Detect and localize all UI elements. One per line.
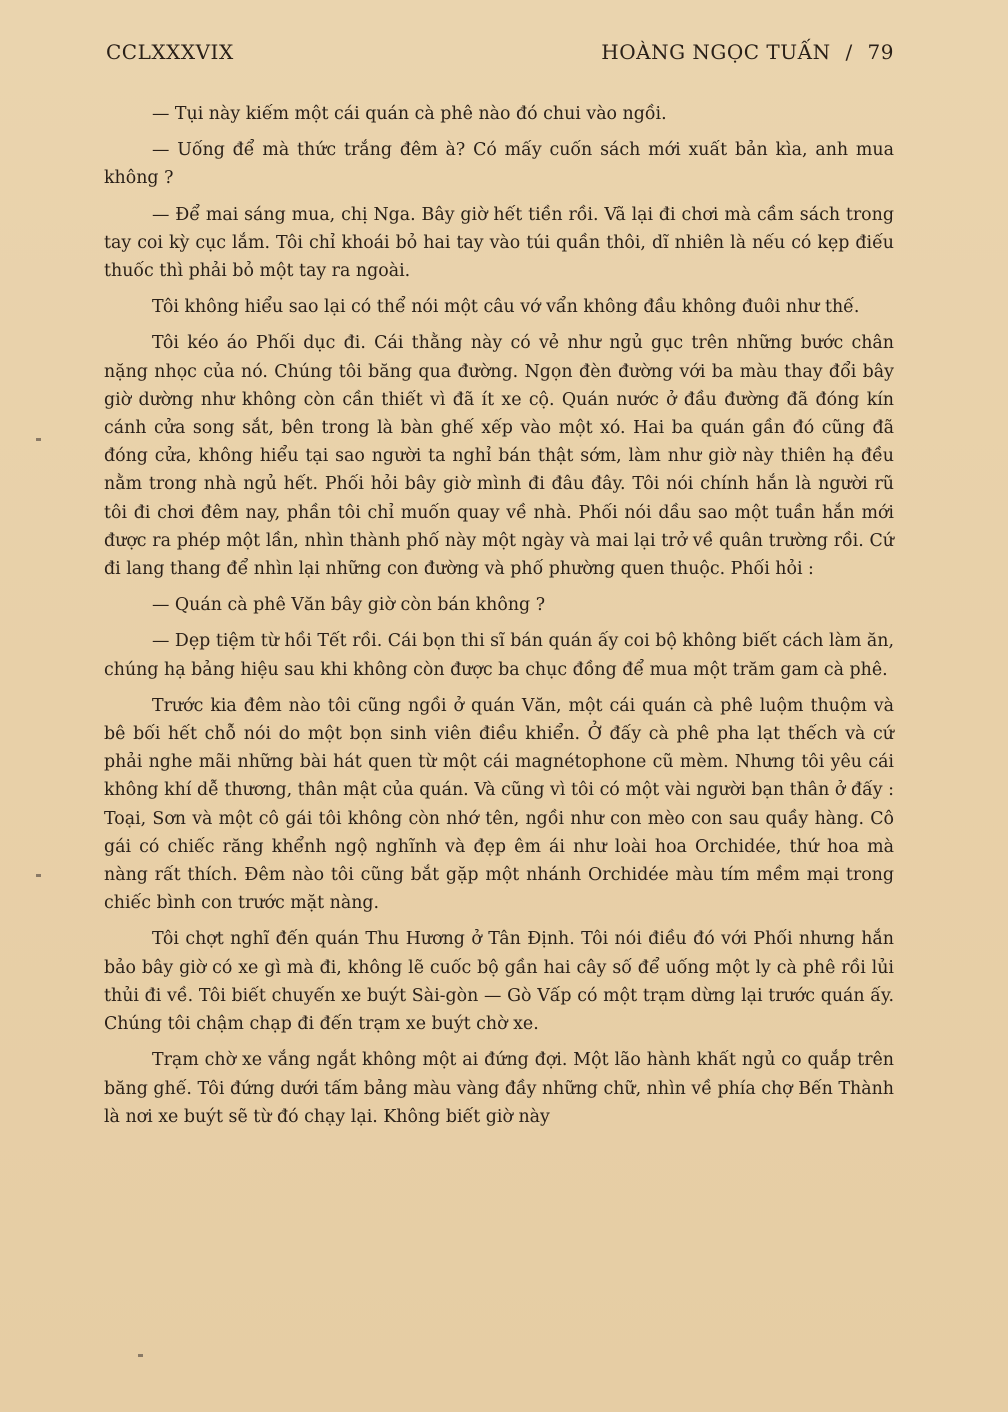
paragraph: — Tụi này kiếm một cái quán cà phê nào đó chui vào ngồi.: [152, 104, 667, 124]
binding-hole-mark: [138, 1354, 143, 1357]
binding-hole-mark: [36, 438, 41, 441]
paragraph: Tôi chợt nghĩ đến quán Thu Hương ở Tân Định. Tôi nói điều đó với Phối nhưng hắn bảo bây giờ có xe gì mà đi, không lẽ cuốc bộ gần hai cây số để uống một ly cà phê rồi lủi thủi đi về. Tôi biết chuyến xe buýt Sài-gòn — Gò Vấp có một trạm dừng lại trước quán ấy. Chúng tôi chậm chạp đi đến trạm xe buýt chờ xe.: [104, 929, 894, 1035]
author-name: HOÀNG NGỌC TUẤN: [601, 40, 831, 64]
paragraph: Trước kia đêm nào tôi cũng ngồi ở quán Văn, một cái quán cà phê luộm thuộm và bê bối hết chỗ nói do một bọn sinh viên điều khiển. Ở đấy cà phê pha lạt thếch và cứ phải nghe mãi những bài hát quen từ một cái magnétophone cũ mèm. Nhưng tôi yêu cái không khí dễ thương, thân mật của quán. Và cũng vì tôi có một vài người bạn thân ở đấy : Toại, Sơn và một cô gái tôi không còn nhớ tên, ngồi như con mèo con sau quầy hàng. Cô gái có chiếc răng khểnh ngộ nghĩnh và đẹp êm ái như loài hoa Orchidée, thứ hoa mà nàng rất thích. Đêm nào tôi cũng bắt gặp một nhánh Orchidée màu tím mềm mại trong chiếc bình con trước mặt nàng.: [104, 695, 894, 914]
chapter-number: CCLXXXVIX: [106, 40, 234, 64]
page-number: 79: [867, 40, 894, 64]
paragraph: — Uống để mà thức trắng đêm à? Có mấy cuốn sách mới xuất bản kìa, anh mua không ?: [104, 140, 894, 189]
paragraph: Trạm chờ xe vắng ngắt không một ai đứng đợi. Một lão hành khất ngủ co quắp trên băng ghế. Tôi đứng dưới tấm bảng màu vàng đầy những chữ, nhìn về phía chợ Bến Thành là nơi xe buýt sẽ từ đó chạy lại. Không biết giờ này: [104, 1050, 894, 1127]
header-separator: /: [845, 40, 853, 64]
paragraph: — Dẹp tiệm từ hồi Tết rồi. Cái bọn thi sĩ bán quán ấy coi bộ không biết cách làm ăn, chúng hạ bảng hiệu sau khi không còn được ba chục đồng để mua một trăm gam cà phê.: [104, 631, 894, 680]
binding-hole-mark: [36, 874, 41, 877]
header-right: [593, 40, 894, 64]
paragraph: — Quán cà phê Văn bây giờ còn bán không ?: [152, 595, 546, 616]
paragraph: Tôi không hiểu sao lại có thể nói một câu vớ vẩn không đầu không đuôi như thế.: [152, 297, 860, 318]
running-header: [106, 40, 894, 70]
paragraph: — Để mai sáng mua, chị Nga. Bây giờ hết tiền rồi. Vã lại đi chơi mà cầm sách trong tay coi kỳ cục lắm. Tôi chỉ khoái bỏ hai tay vào túi quần thôi, dĩ nhiên là nếu có kẹp điếu thuốc thì phải bỏ một tay ra ngoài.: [104, 204, 894, 282]
page-body: [104, 100, 894, 1139]
paragraph: Tôi kéo áo Phối dục đi. Cái thằng này có vẻ như ngủ gục trên những bước chân nặng nhọc của nó. Chúng tôi băng qua đường. Ngọn đèn đường với ba màu thay đổi bây giờ dường như không còn cần thiết vì đã ít xe cộ. Quán nước ở đầu đường đã đóng kín cánh cửa song sắt, bên trong là bàn ghế xếp vào một xó. Hai ba quán gần đó cũng đã đóng cửa, không hiểu tại sao người ta nghỉ bán thật sớm, làm như giờ này thiên hạ đều nằm trong nhà ngủ hết. Phối hỏi bây giờ mình đi đâu đây. Tôi nói chính hắn là người rũ tôi đi chơi đêm nay, phần tôi chỉ muốn quay về nhà. Phối nói dầu sao một tuần hắn mới được ra phép một lần, nhìn thành phố này một ngày và mai lại trở về quân trường rồi. Cứ đi lang thang để nhìn lại những con đường và phố phường quen thuộc. Phối hỏi :: [104, 333, 894, 580]
